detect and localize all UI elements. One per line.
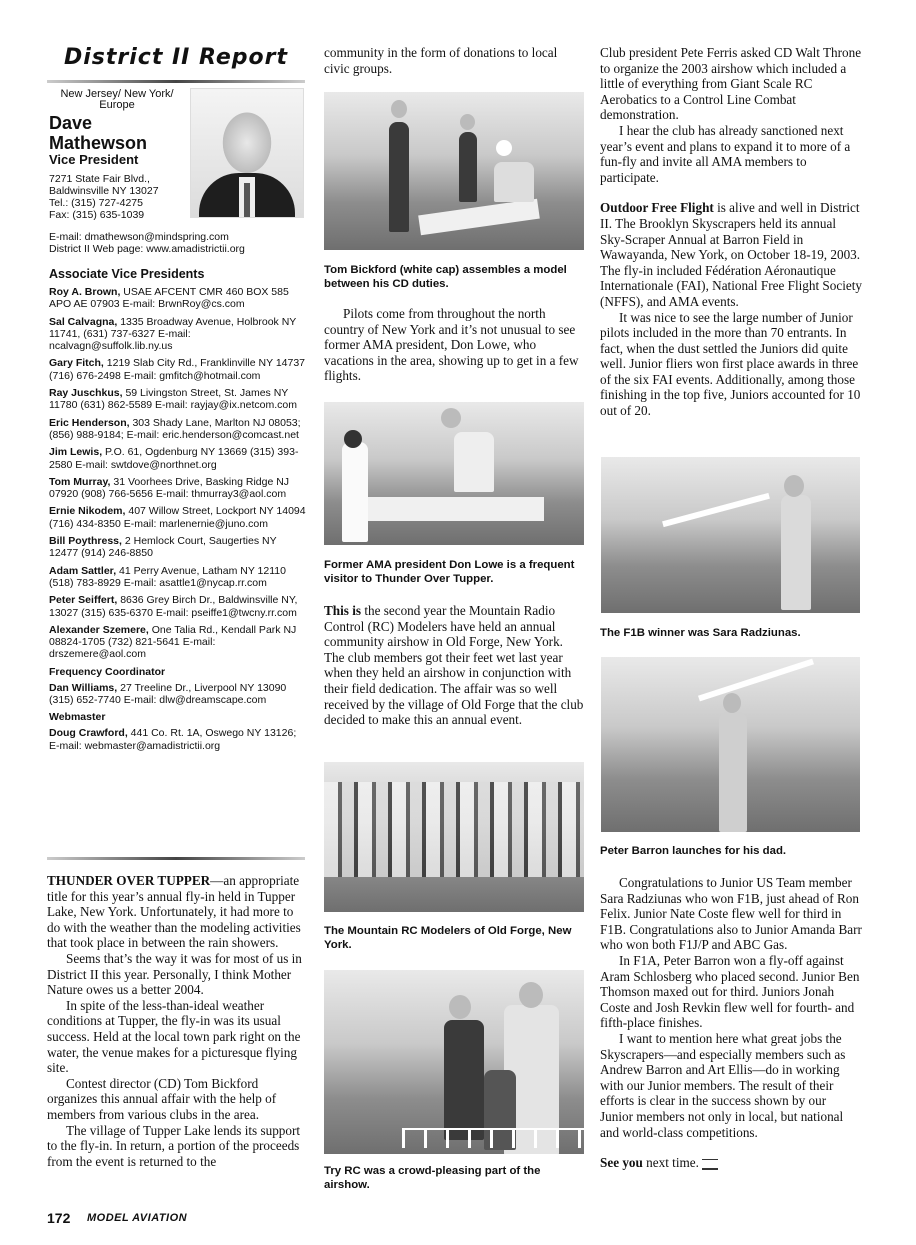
- assoc-list: [49, 286, 307, 757]
- col3-bottom: [600, 875, 862, 1171]
- report-title: District II Report: [63, 45, 289, 70]
- freq-entry: Dan Williams, 27 Treeline Dr., Liverpool NY 13090 (315) 652-7740 E-mail: dlw@dreamscape.com: [49, 681, 287, 707]
- photo-peter: [601, 657, 860, 832]
- page-number: 172: [47, 1210, 71, 1226]
- photo-don-lowe: [324, 402, 584, 545]
- assoc-entry: Tom Murray, 31 Voorhees Drive, Basking Ridge NJ 07920 (908) 766-5656 E-mail: thmurray3@aol.com: [49, 475, 290, 501]
- col1-p1: THUNDER OVER TUPPER—an appropriate title for this year’s annual fly-in held in Tupper Lake, New York. Unfortunately, it had more to do with the weather than the modeling activities that took place in between the rain showers.: [47, 873, 301, 951]
- assoc-entry: Adam Sattler, 41 Perry Avenue, Latham NY 12110 (518) 783-8929 E-mail: asattle1@nycap.rr.com: [49, 564, 286, 589]
- webmaster-heading: Webmaster: [49, 711, 106, 724]
- vp-web: District II Web page: www.amadistrictii.org: [49, 243, 245, 255]
- col3-p1: Club president Pete Ferris asked CD Walt Throne to organize the 2003 airshow which included a little of everything from Giant Scale RC Aerobatics to a Control Line Combat demonstration.: [600, 45, 862, 123]
- col3-top: [600, 45, 862, 419]
- caption-peter: Peter Barron launches for his dad.: [600, 845, 787, 857]
- photo-sara: [601, 457, 860, 613]
- col2-p2: This is the second year the Mountain Radio Control (RC) Modelers have held an annual community airshow in Old Forge, New York. The club members got their feet wet last year when they held an airshow in conjunction with their field dedication. The affair was so well received by the village of Old Forge that the club decided to make this an annual event.: [324, 603, 584, 728]
- vp-address-line-2: Baldwinsville NY 13027: [49, 185, 159, 197]
- assoc-entry: Sal Calvagna, 1335 Broadway Avenue, Holbrook NY 11741, (631) 737-6327 E-mail: ncalvagn@suffolk.lib.ny.us: [49, 315, 297, 353]
- vp-address-line-1: 7271 State Fair Blvd.,: [49, 173, 150, 185]
- col3-p3: Outdoor Free Flight is alive and well in District II. The Brooklyn Skyscrapers held its annual Sky-Scraper Annual at Barron Field in Wawayanda, New York, on October 18-19, 2003. The fly-in included Fédération Aéronautique Internationale (FAI), National Free Flight Society (NFFS), and AMA events.: [600, 200, 862, 309]
- vp-email: E-mail: dmathewson@mindspring.com: [49, 231, 229, 243]
- assoc-entry: Ernie Nikodem, 407 Willow Street, Lockport NY 14094 (716) 434-8350 E-mail: marlenernie@juno.com: [49, 505, 306, 530]
- region-line-1: New Jersey/ New York/: [60, 88, 174, 100]
- assoc-entry: Gary Fitch, 1219 Slab City Rd., Franklinville NY 14737 (716) 676-2498 E-mail: gmfitch@hotmail.com: [49, 357, 306, 382]
- ama-logo-icon: [702, 1159, 718, 1170]
- col3-p5: Congratulations to Junior US Team member Sara Radziunas who won F1B, just ahead of Ron Felix. Junior Nate Coste flew well for third in F1B. Congratulations also to Junior Amanda Barr who won both F1J/P and ABC Gas.: [600, 875, 862, 953]
- photo-bickford: [324, 92, 584, 250]
- col1-p2: Seems that’s the way it was for most of us in District II this year. Personally, I think Mother Nature owes us a better 2004.: [47, 950, 302, 998]
- col3-p6: In F1A, Peter Barron won a fly-off against Aram Schlosberg who placed second. Junior Ben Thomson maxed out for third. Juniors Jonah Coste and Josh Revkin flew well for fourth- and fifth-place finishes.: [600, 952, 860, 1031]
- assoc-entry: Jim Lewis, P.O. 61, Ogdenburg NY 13669 (315) 393-2580 E-mail: swtdove@northnet.org: [49, 446, 299, 471]
- region-label: [47, 89, 187, 111]
- caption-club: The Mountain RC Modelers of Old Forge, New York.: [324, 925, 572, 951]
- sidebar-bottom-rule: [47, 857, 305, 860]
- caption-sara: The F1B winner was Sara Radziunas.: [600, 627, 801, 639]
- title-rule: [47, 80, 305, 83]
- vp-title: Vice President: [49, 152, 139, 167]
- assoc-entry: Roy A. Brown, USAE AFCENT CMR 460 BOX 585 APO AE 07903 E-mail: BrwnRoy@cs.com: [49, 286, 289, 311]
- col1-body: [47, 873, 305, 1169]
- region-line-2: Europe: [99, 99, 135, 111]
- assoc-entry: Peter Seiffert, 8636 Grey Birch Dr., Baldwinsville NY, 13027 (315) 635-6370 E-mail: pseiffe1@twcny.rr.com: [49, 594, 298, 619]
- col1-p3: In spite of the less-than-ideal weather conditions at Tupper, the fly-in was its usual success. Held at the local town park right on the water, the venue makes for a picturesque flying site.: [47, 997, 301, 1076]
- freq-heading: Frequency Coordinator: [49, 665, 166, 678]
- assoc-entry: Bill Poythress, 2 Hemlock Court, Saugerties NY 12477 (914) 246-8850: [49, 535, 277, 560]
- assoc-entry: Ray Juschkus, 59 Livingston Street, St. James NY 11780 (631) 862-5589 E-mail: rayjay@ix.netcom.com: [49, 387, 297, 412]
- vp-first-name: Dave: [49, 113, 93, 133]
- vp-name: [49, 113, 189, 153]
- webmaster-entry: Doug Crawford, 441 Co. Rt. 1A, Oswego NY 13126; E-mail: webmaster@amadistrictii.org: [49, 727, 297, 752]
- col3-p8: See you next time.: [600, 1155, 862, 1171]
- vp-last-name: Mathewson: [49, 133, 148, 153]
- vp-portrait: [190, 88, 304, 218]
- col2-p1: Pilots come from throughout the north country of New York and it’s not unusual to see former AMA president, Don Lowe, who vacations in the area, showing up to get in a few flights.: [324, 306, 579, 384]
- col3-p2: I hear the club has already sanctioned next year’s event and plans to expand it to more of a fun-fly and invite all AMA members to participate.: [600, 122, 851, 185]
- photo-club-group: [324, 762, 584, 912]
- col1-p5: The village of Tupper Lake lends its support to the fly-in. In return, a portion of the proceeds from the event is returned to the: [47, 1122, 301, 1169]
- photo-try-rc: [324, 970, 584, 1154]
- vp-tel: Tel.: (315) 727-4275: [49, 197, 143, 209]
- col3-p4: It was nice to see the large number of Junior pilots included in the more than 70 entrants. In fact, when the dust settled the Juniors did quite well. Junior fliers won first place awards in three of the six FAI events. Additionally, among those finishing in the top five, Juniors accounted for 10 out of 20.: [600, 309, 861, 419]
- magazine-name: MODEL AVIATION: [87, 1212, 188, 1224]
- assoc-heading: Associate Vice Presidents: [49, 267, 205, 281]
- caption-bickford: Tom Bickford (white cap) assembles a model between his CD duties.: [324, 264, 567, 290]
- vp-address: [49, 173, 209, 221]
- assoc-entry: Eric Henderson, 303 Shady Lane, Marlton NJ 08053; (856) 988-9184; E-mail: eric.henderson@comcast.net: [49, 416, 301, 441]
- col2-p0: community in the form of donations to local civic groups.: [324, 45, 558, 76]
- col3-p7: I want to mention here what great jobs the Skyscrapers—and especially members such as Andrew Barron and Art Ellis—do in working with our Junior members. The result of their efforts is clear in the success shown by our Junior members not only in local, but national and world-class competitions.: [600, 1030, 846, 1140]
- vp-fax: Fax: (315) 635-1039: [49, 209, 145, 221]
- caption-try-rc: Try RC was a crowd-pleasing part of the airshow.: [324, 1165, 541, 1191]
- assoc-entry: Alexander Szemere, One Talia Rd., Kendall Park NJ 08824-1705 (732) 821-5641 E-mail: drszemere@aol.com: [49, 623, 297, 661]
- col1-p4: Contest director (CD) Tom Bickford organizes this annual affair with the help of members from various clubs in the area.: [47, 1075, 277, 1122]
- vp-contact: [49, 231, 307, 255]
- caption-don-lowe: Former AMA president Don Lowe is a frequent visitor to Thunder Over Tupper.: [324, 559, 575, 585]
